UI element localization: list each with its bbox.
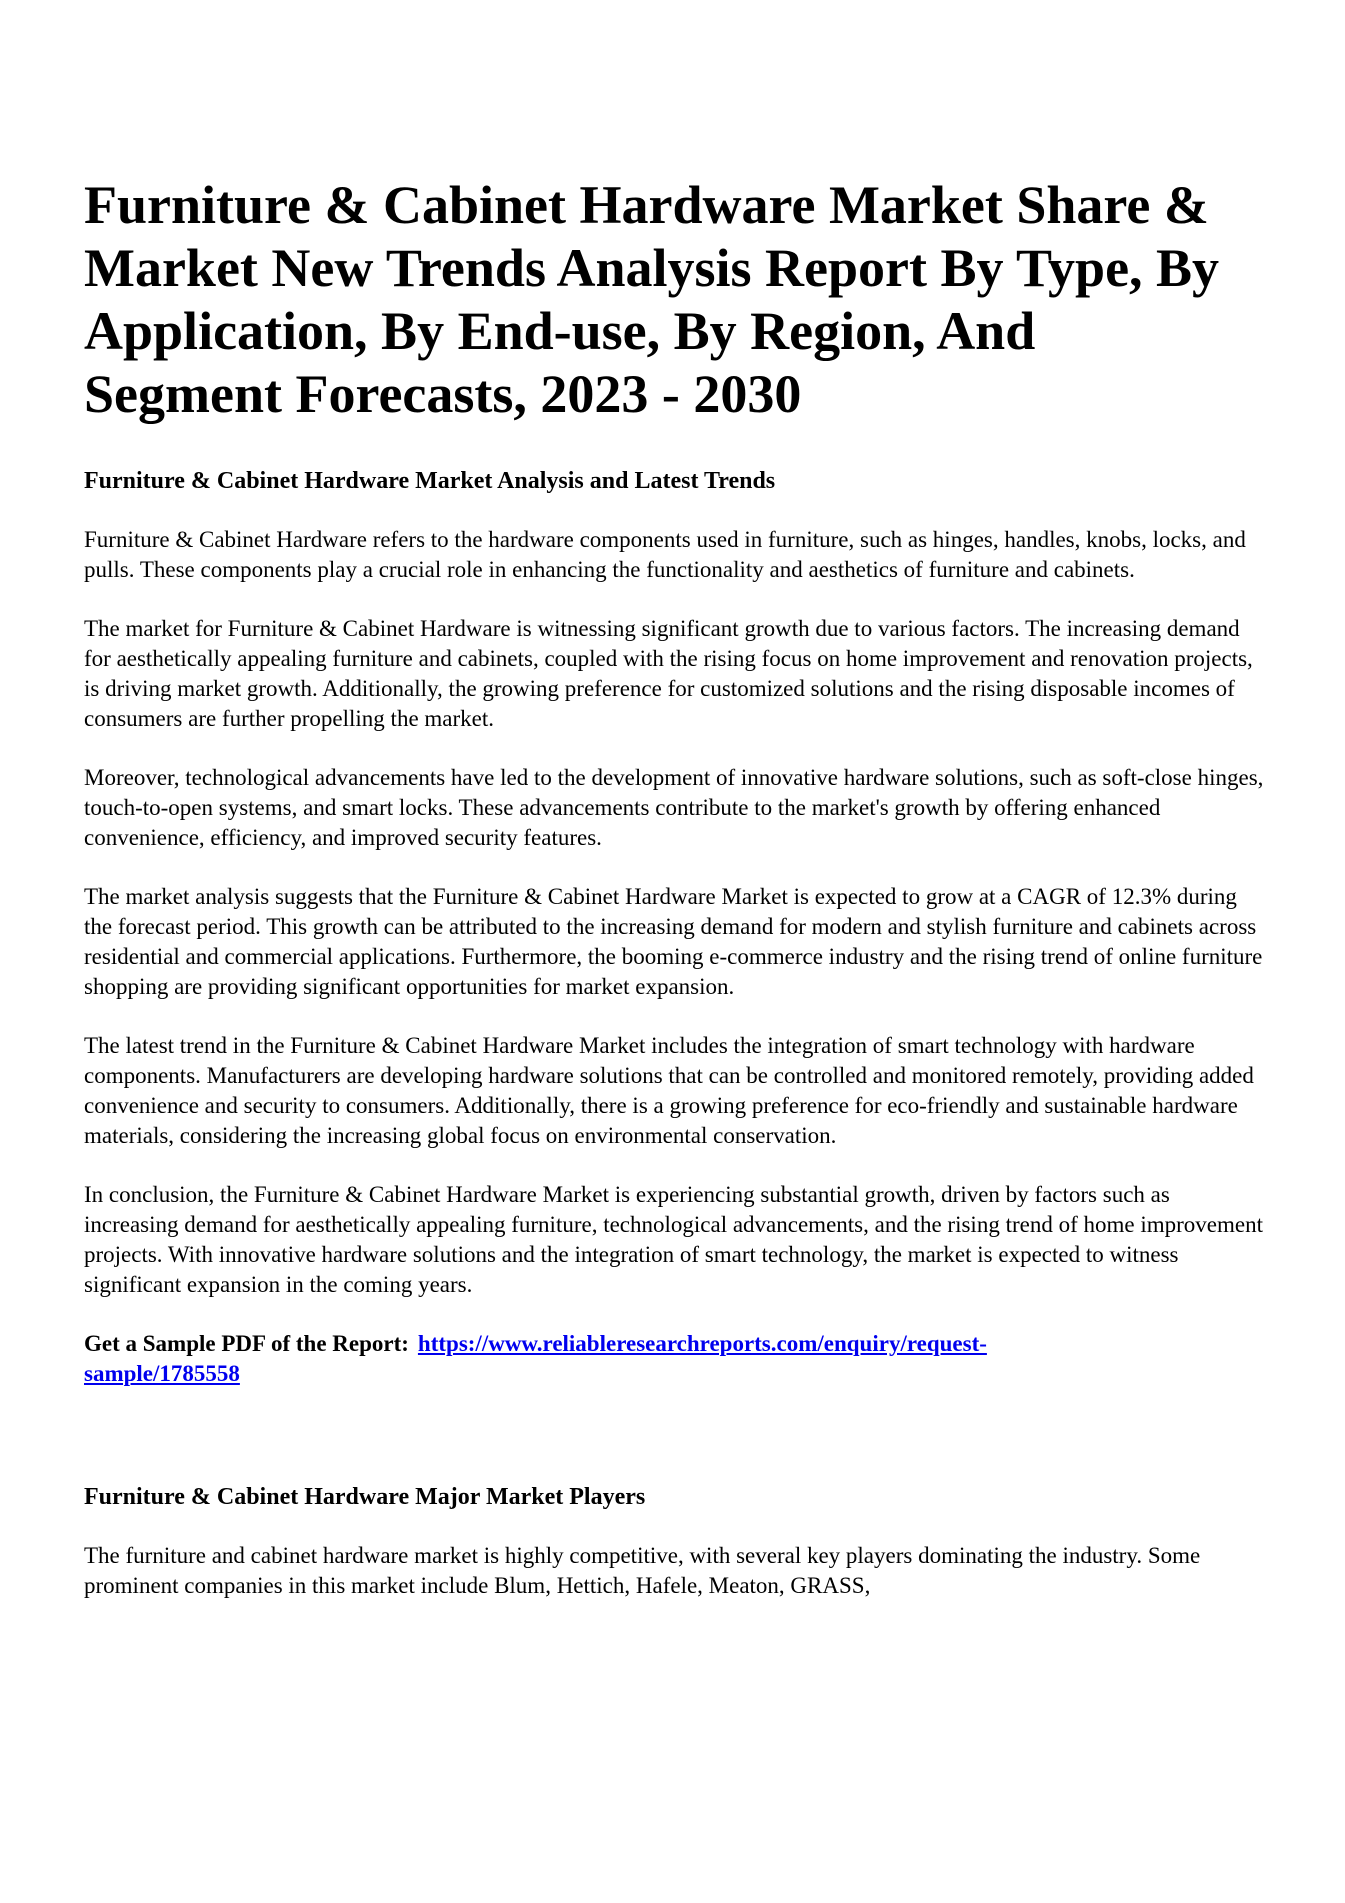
document-title-line-4: Segment Forecasts, 2023 - 2030 [84, 364, 802, 424]
document-title-line-1: Furniture & Cabinet Hardware Market Share & [84, 175, 1209, 235]
document-title-line-3: Application, By End-use, By Region, And [84, 301, 1036, 361]
sample-report-link-line-1[interactable]: https://www.reliableresearchreports.com/enquiry/request- [417, 1331, 987, 1356]
document-title [84, 174, 1264, 426]
heading-major-market-players: Furniture & Cabinet Hardware Major Market Players [84, 1484, 646, 1510]
paragraph-cagr-forecast: The market analysis suggests that the Furniture & Cabinet Hardware Market is expected to grow at a CAGR of 12.3% during the forecast period. This growth can be attributed to the increasing demand for modern and stylish furniture and cabinets across residential and commercial applications. Furthermore, the booming e-commerce industry and the rising trend of online furniture shopping are providing significant opportunities for market expansion. [84, 884, 1263, 999]
document-title-line-2: Market New Trends Analysis Report By Type, By [84, 238, 1220, 298]
heading-analysis-and-trends: Furniture & Cabinet Hardware Market Analysis and Latest Trends [84, 468, 776, 494]
paragraph-conclusion: In conclusion, the Furniture & Cabinet Hardware Market is experiencing substantial growth, driven by factors such as increasing demand for aesthetically appealing furniture, technological advancements, and the rising trend of home improvement projects. With innovative hardware solutions and the integration of smart technology, the market is expected to witness significant expansion in the coming years. [84, 1182, 1263, 1297]
sample-report-label: Get a Sample PDF of the Report: [84, 1331, 409, 1356]
sample-report-link-line-2[interactable]: sample/1785558 [84, 1361, 240, 1386]
sample-report-line [84, 1329, 1264, 1389]
paragraph-latest-trend: The latest trend in the Furniture & Cabinet Hardware Market includes the integration of smart technology with hardware components. Manufacturers are developing hardware solutions that can be controlled and monitored remotely, providing added convenience and security to consumers. Additionally, there is a growing preference for eco-friendly and sustainable hardware materials, considering the increasing global focus on environmental conservation. [84, 1033, 1254, 1148]
paragraph-definition: Furniture & Cabinet Hardware refers to the hardware components used in furniture, such as hinges, handles, knobs, locks, and pulls. These components play a crucial role in enhancing the functionality and aesthetics of furniture and cabinets. [84, 527, 1246, 582]
paragraph-competitive-landscape: The furniture and cabinet hardware market is highly competitive, with several key players dominating the industry. Some prominent companies in this market include Blum, Hettich, Hafele, Meaton, GRASS, [84, 1543, 1201, 1598]
paragraph-market-growth: The market for Furniture & Cabinet Hardware is witnessing significant growth due to various factors. The increasing demand for aesthetically appealing furniture and cabinets, coupled with the rising focus on home improvement and renovation projects, is driving market growth. Additionally, the growing preference for customized solutions and the rising disposable incomes of consumers are further propelling the market. [84, 616, 1253, 731]
paragraph-tech-advancements: Moreover, technological advancements have led to the development of innovative hardware solutions, such as soft-close hinges, touch-to-open systems, and smart locks. These advancements contribute to the market's growth by offering enhanced convenience, efficiency, and improved security features. [84, 765, 1264, 850]
